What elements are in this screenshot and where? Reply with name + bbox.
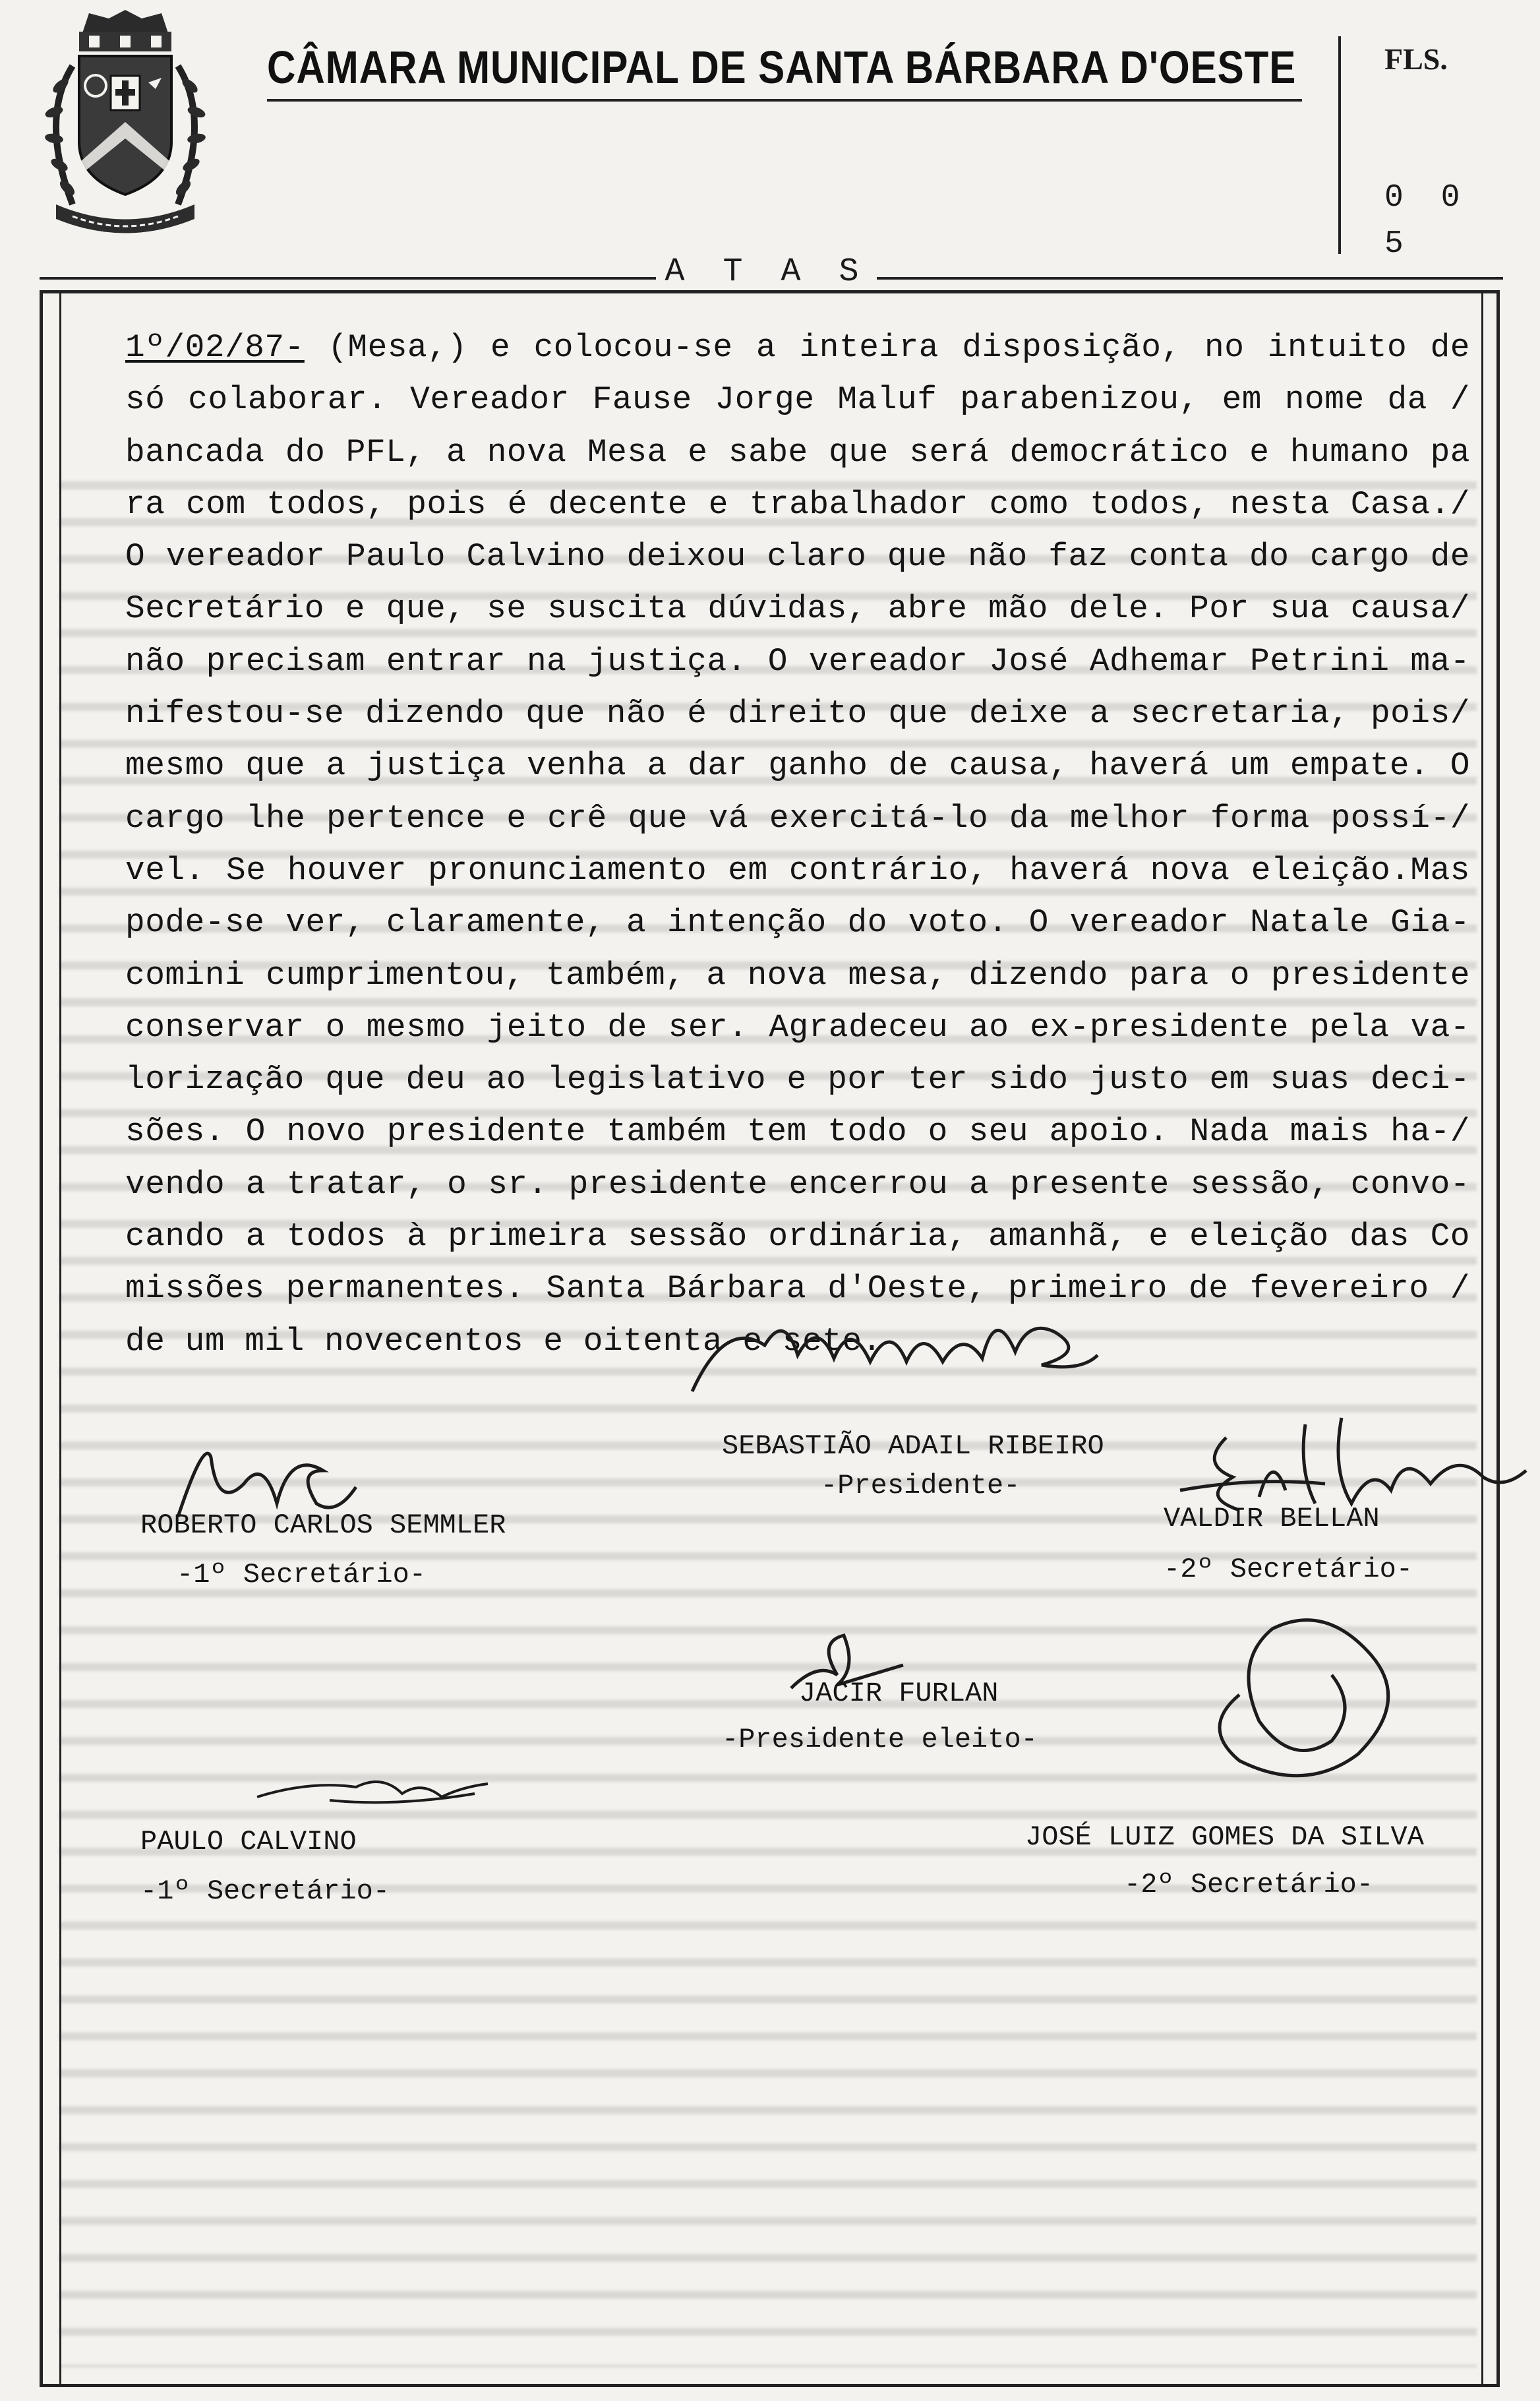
signatory-role-first-secretary-elect: -1º Secretário- <box>140 1875 390 1907</box>
minutes-line: não precisam entrar na justiça. O vereador José Adhemar Petrini ma- <box>125 642 1470 680</box>
minutes-line: Secretário e que, se suscita dúvidas, abre mão dele. Por sua causa/ <box>125 590 1470 628</box>
minutes-line: O vereador Paulo Calvino deixou claro que não faz conta do cargo de <box>125 538 1470 576</box>
minutes-line: nifestou-se dizendo que não é direito que deixe a secretaria, pois/ <box>125 695 1470 733</box>
minutes-line: comini cumprimentou, também, a nova mesa, dizendo para o presidente <box>125 956 1470 994</box>
signatory-name-first-secretary: ROBERTO CARLOS SEMMLER <box>140 1509 506 1541</box>
signatory-name-president-elect: JACIR FURLAN <box>799 1678 999 1709</box>
signatory-role-president-elect: -Presidente eleito- <box>722 1724 1038 1755</box>
signature-second-secretary-elect <box>1160 1596 1424 1794</box>
minutes-line: mesmo que a justiça venha a dar ganho de causa, haverá um empate. O <box>125 747 1470 785</box>
page-number: 0 0 5 <box>1384 180 1469 262</box>
signatory-name-second-secretary: VALDIR BELLAN <box>1164 1503 1380 1535</box>
signatory-role-first-secretary: -1º Secretário- <box>177 1559 427 1591</box>
signatory-role-president: -Presidente- <box>821 1470 1021 1502</box>
minutes-line: cargo lhe pertence e crê que vá exercitá-lo da melhor forma possí-/ <box>125 799 1470 837</box>
minutes-line: pode-se ver, claramente, a intenção do voto. O vereador Natale Gia- <box>125 904 1470 942</box>
minutes-line: lorização que deu ao legislativo e por ter sido justo em suas deci- <box>125 1061 1470 1099</box>
signatory-name-first-secretary-elect: PAULO CALVINO <box>140 1826 357 1858</box>
section-rule-right <box>877 277 1503 280</box>
minutes-line: 1º/02/87- (Mesa,) e colocou-se a inteira disposição, no intuito de <box>125 329 1470 366</box>
minutes-line: sões. O novo presidente também tem todo o seu apoio. Nada mais ha-/ <box>125 1113 1470 1151</box>
signatory-role-second-secretary: -2º Secretário- <box>1164 1554 1413 1585</box>
minutes-date: 1º/02/87- <box>125 329 305 366</box>
section-rule-left <box>40 277 656 280</box>
municipal-coat-of-arms-icon <box>26 7 224 234</box>
minutes-line: cando a todos à primeira sessão ordinária, amanhã, e eleição das Co <box>125 1218 1470 1256</box>
minutes-line: missões permanentes. Santa Bárbara d'Oeste, primeiro de fevereiro / <box>125 1270 1470 1308</box>
signature-first-secretary-elect <box>251 1767 494 1813</box>
signature-president <box>686 1292 1108 1405</box>
minutes-line: bancada do PFL, a nova Mesa e sabe que será democrático e humano pa <box>125 433 1470 471</box>
page-number-divider <box>1338 36 1341 254</box>
minutes-line: de um mil novecentos e oitenta e sete. <box>125 1322 882 1360</box>
minutes-line: conservar o mesmo jeito de ser. Agradeceu ao ex-presidente pela va- <box>125 1008 1470 1046</box>
minutes-line: ra com todos, pois é decente e trabalhador como todos, nesta Casa./ <box>125 485 1470 523</box>
minutes-body <box>125 322 1470 1368</box>
minutes-line: vendo a tratar, o sr. presidente encerrou a presente sessão, convo- <box>125 1165 1470 1203</box>
header-divider <box>267 99 1302 102</box>
signatory-name-president: SEBASTIÃO ADAIL RIBEIRO <box>722 1430 1104 1462</box>
institution-title: CÂMARA MUNICIPAL DE SANTA BÁRBARA D'OESTE <box>267 42 1297 93</box>
section-title: A T A S <box>665 253 868 291</box>
signatory-name-second-secretary-elect: JOSÉ LUIZ GOMES DA SILVA <box>1025 1821 1424 1853</box>
minutes-line: vel. Se houver pronunciamento em contrário, haverá nova eleição.Mas <box>125 851 1470 889</box>
folio-label: FLS. <box>1384 42 1448 76</box>
minutes-line: só colaborar. Vereador Fause Jorge Maluf parabenizou, em nome da / <box>125 381 1470 419</box>
signatory-role-second-secretary-elect: -2º Secretário- <box>1124 1869 1374 1900</box>
